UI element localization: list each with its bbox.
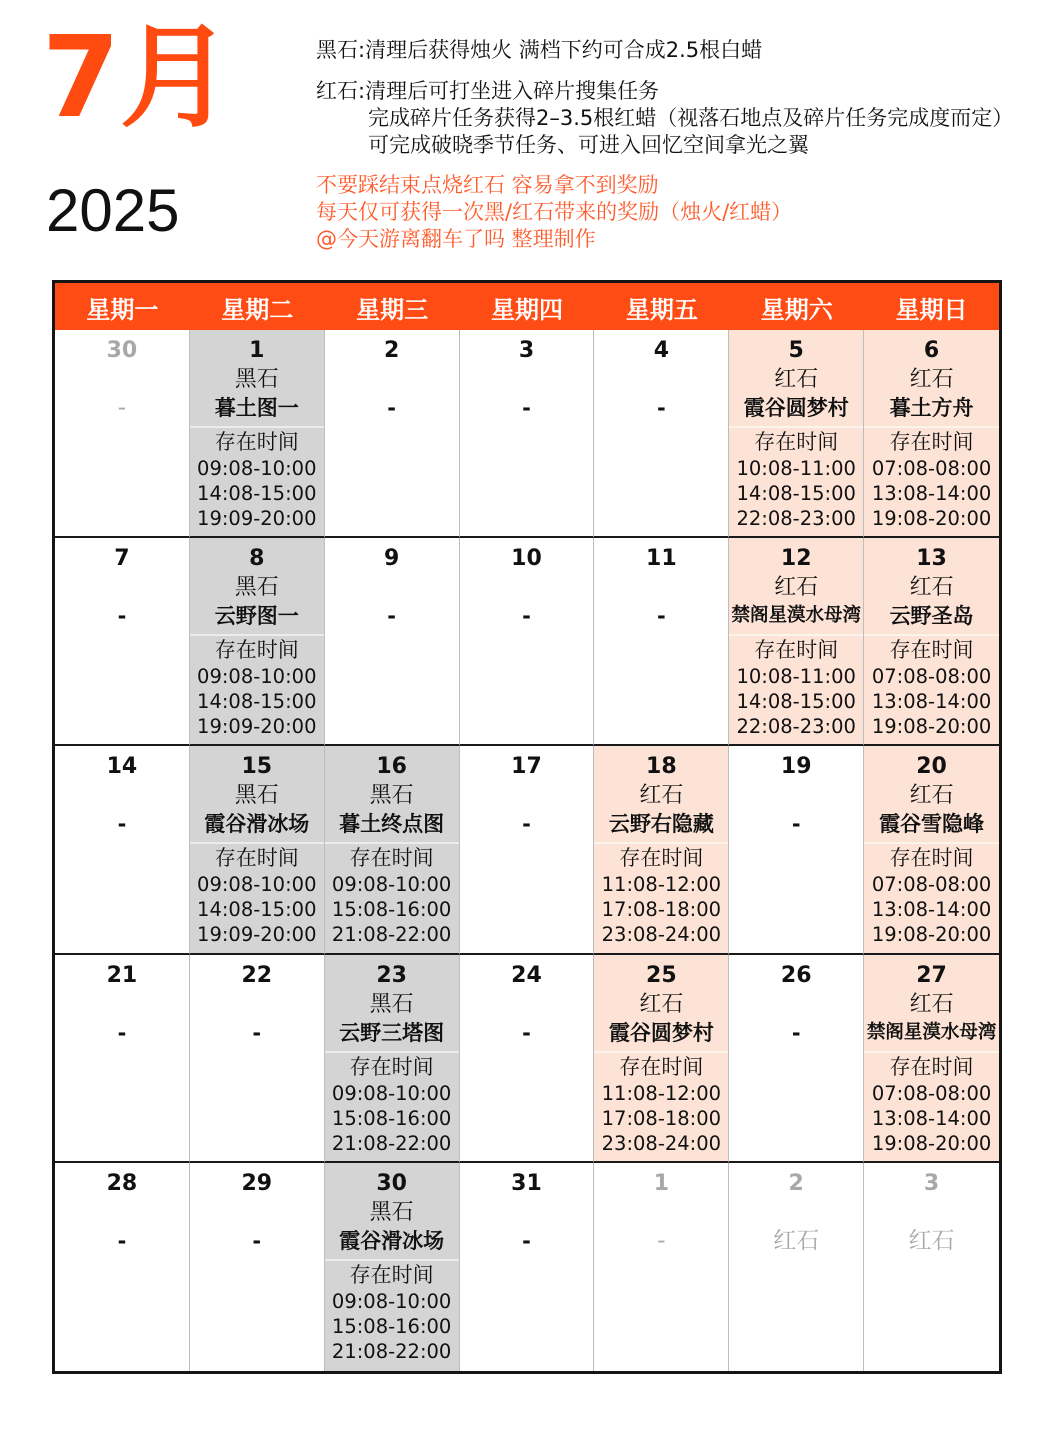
time-label: 存在时间 xyxy=(619,1054,704,1079)
time-slot: 23:08-24:00 xyxy=(601,923,722,947)
time-slot: 14:08-15:00 xyxy=(736,482,856,505)
time-slot: 14:08-15:00 xyxy=(197,482,317,505)
stone-location: 云野三塔图 xyxy=(339,1020,445,1045)
time-label: 存在时间 xyxy=(889,430,974,454)
time-slot: 21:08-22:00 xyxy=(331,1339,452,1363)
time-slot: 19:09-20:00 xyxy=(197,507,317,530)
time-slot: 19:08-20:00 xyxy=(871,507,992,530)
time-list xyxy=(864,872,999,947)
day-number: 30 xyxy=(376,1170,407,1196)
stone-location: 云野右隐藏 xyxy=(608,812,714,837)
day-cell xyxy=(594,1163,729,1371)
time-slot: 09:08-10:00 xyxy=(197,665,317,689)
day-cell xyxy=(729,1163,864,1371)
section-divider xyxy=(864,426,999,428)
stone-location: 云野图一 xyxy=(214,604,299,629)
weekday-header: 星期六 xyxy=(729,283,864,330)
day-cell xyxy=(864,1163,999,1371)
day-cell xyxy=(460,955,595,1163)
stone-type: 红石 xyxy=(909,991,954,1017)
red-stone-day-cell xyxy=(594,955,729,1163)
day-number: 18 xyxy=(646,754,677,780)
stone-type: 黑石 xyxy=(234,783,279,809)
red-stone-day-cell xyxy=(864,746,999,954)
day-number: 16 xyxy=(376,754,407,780)
time-slot: 09:08-10:00 xyxy=(331,1081,452,1105)
day-number: 2 xyxy=(788,1170,804,1196)
time-list xyxy=(594,1081,728,1156)
day-note: - xyxy=(387,604,396,629)
day-number: 20 xyxy=(916,754,947,780)
time-slot: 07:08-08:00 xyxy=(871,457,992,480)
time-list xyxy=(190,872,324,947)
day-number: 27 xyxy=(916,962,947,988)
day-number: 29 xyxy=(241,1170,273,1196)
time-slot: 09:08-10:00 xyxy=(197,873,317,897)
stone-type: 红石 xyxy=(909,783,954,809)
time-slot: 07:08-08:00 xyxy=(871,665,992,689)
day-note: 红石 xyxy=(773,1227,820,1254)
day-number: 9 xyxy=(383,546,400,572)
time-slot: 07:08-08:00 xyxy=(871,1081,992,1105)
section-divider xyxy=(325,1259,459,1261)
day-note: - xyxy=(656,396,666,420)
stone-location: 暮土图一 xyxy=(214,396,299,420)
stone-type: 红石 xyxy=(909,575,954,601)
day-cell xyxy=(460,330,595,538)
day-number: 26 xyxy=(780,962,812,988)
time-list xyxy=(729,664,863,739)
time-slot: 10:08-11:00 xyxy=(736,665,856,689)
black-stone-day-cell xyxy=(325,1163,460,1371)
time-list xyxy=(864,664,999,739)
stone-location: 霞谷圆梦村 xyxy=(743,396,849,420)
section-divider xyxy=(729,426,863,428)
weekday-header: 星期四 xyxy=(460,283,595,330)
section-divider xyxy=(864,634,999,636)
time-slot: 15:08-16:00 xyxy=(331,898,452,922)
time-list xyxy=(325,1081,459,1156)
day-cell xyxy=(325,538,460,746)
day-note: 红石 xyxy=(908,1227,955,1254)
stone-type: 黑石 xyxy=(234,367,279,392)
weekday-header: 星期一 xyxy=(55,283,190,330)
time-label: 存在时间 xyxy=(889,638,974,663)
day-number: 7 xyxy=(114,546,130,572)
calendar-grid xyxy=(52,280,1002,1374)
time-list xyxy=(325,872,459,947)
time-label: 存在时间 xyxy=(214,430,299,454)
weekday-header: 星期三 xyxy=(325,283,460,330)
day-note: - xyxy=(387,396,396,420)
stone-type: 黑石 xyxy=(369,991,414,1017)
day-note: - xyxy=(657,1227,666,1254)
time-slot: 10:08-11:00 xyxy=(736,457,856,480)
stone-type: 黑石 xyxy=(234,575,279,601)
time-label: 存在时间 xyxy=(619,846,704,871)
day-cell xyxy=(594,538,729,746)
weekday-header: 星期日 xyxy=(864,283,999,330)
section-divider xyxy=(864,842,999,844)
day-cell xyxy=(594,330,729,538)
day-number: 11 xyxy=(646,546,677,572)
stone-location: 禁阁星漠水母湾 xyxy=(866,1021,997,1043)
warning-note: 不要踩结束点烧红石 容易拿不到奖励 xyxy=(316,173,659,197)
day-cell xyxy=(460,746,595,954)
day-number: 1 xyxy=(249,338,265,363)
day-number: 10 xyxy=(511,546,542,572)
stone-type: 红石 xyxy=(774,367,819,392)
time-list xyxy=(864,456,999,531)
time-slot: 23:08-24:00 xyxy=(601,1131,722,1155)
red-stone-detail: 完成碎片任务获得2–3.5根红蜡（视落石地点及碎片任务完成度而定） xyxy=(368,106,1014,130)
time-slot: 17:08-18:00 xyxy=(601,898,722,922)
time-label: 存在时间 xyxy=(889,1054,974,1079)
day-cell xyxy=(55,746,190,954)
section-divider xyxy=(190,426,324,428)
red-stone-notes xyxy=(316,78,1013,159)
black-stone-notes xyxy=(316,37,762,64)
time-list xyxy=(864,1081,999,1156)
weekday-header: 星期五 xyxy=(594,283,729,330)
red-stone-day-cell xyxy=(729,538,864,746)
time-slot: 17:08-18:00 xyxy=(601,1106,722,1130)
stone-type: 黑石 xyxy=(369,1199,414,1225)
black-stone-note: 黑石:清理后获得烛火 满档下约可合成2.5根白蜡 xyxy=(316,38,763,62)
day-number: 17 xyxy=(511,754,542,780)
time-label: 存在时间 xyxy=(754,430,839,454)
day-note: - xyxy=(791,812,801,837)
day-note: - xyxy=(117,604,127,629)
time-list xyxy=(325,1289,459,1364)
black-stone-day-cell xyxy=(325,746,460,954)
day-note: - xyxy=(117,1228,127,1253)
stone-type: 红石 xyxy=(639,783,684,809)
time-list xyxy=(190,664,324,739)
stone-location: 暮土终点图 xyxy=(339,812,445,837)
time-list xyxy=(729,456,863,531)
day-note: - xyxy=(252,1228,262,1253)
section-divider xyxy=(729,634,863,636)
section-divider xyxy=(190,634,324,636)
day-number: 12 xyxy=(780,546,812,572)
stone-location: 霞谷圆梦村 xyxy=(608,1020,714,1045)
red-stone-detail: 可完成破晓季节任务、可进入回忆空间拿光之翼 xyxy=(368,133,809,157)
time-slot: 19:08-20:00 xyxy=(871,923,992,947)
section-divider xyxy=(594,1051,728,1053)
time-slot: 09:08-10:00 xyxy=(331,1289,452,1313)
day-number: 3 xyxy=(923,1170,940,1196)
day-number: 30 xyxy=(106,338,138,363)
time-label: 存在时间 xyxy=(349,1054,434,1079)
day-number: 8 xyxy=(249,546,265,572)
time-slot: 22:08-23:00 xyxy=(736,715,856,739)
time-label: 存在时间 xyxy=(214,846,299,871)
day-number: 13 xyxy=(916,546,947,572)
year-title: 2025 xyxy=(46,177,180,244)
day-note: - xyxy=(252,1020,262,1045)
stone-location: 霞谷雪隐峰 xyxy=(879,812,985,837)
day-cell xyxy=(729,746,864,954)
day-number: 3 xyxy=(518,338,535,363)
stone-location: 云野圣岛 xyxy=(889,604,974,629)
red-stone-day-cell xyxy=(594,746,729,954)
stone-type: 红石 xyxy=(639,991,684,1017)
day-cell xyxy=(55,1163,190,1371)
day-note: - xyxy=(117,812,127,837)
day-cell xyxy=(55,538,190,746)
time-slot: 21:08-22:00 xyxy=(331,1131,452,1155)
day-note: - xyxy=(522,396,531,420)
month-title: 7月 xyxy=(42,13,232,143)
time-slot: 15:08-16:00 xyxy=(331,1314,452,1338)
time-slot: 13:08-14:00 xyxy=(871,898,992,922)
time-slot: 14:08-15:00 xyxy=(736,690,856,714)
day-cell xyxy=(190,1163,325,1371)
time-label: 存在时间 xyxy=(889,846,974,871)
black-stone-day-cell xyxy=(190,746,325,954)
credit-note: @今天游离翻车了吗 整理制作 xyxy=(316,227,596,251)
time-slot: 14:08-15:00 xyxy=(197,690,317,714)
time-slot: 09:08-10:00 xyxy=(331,873,452,897)
day-number: 28 xyxy=(106,1170,138,1196)
day-number: 1 xyxy=(653,1170,669,1196)
time-label: 存在时间 xyxy=(349,846,434,871)
day-number: 19 xyxy=(780,754,812,780)
time-slot: 19:08-20:00 xyxy=(871,1131,992,1155)
day-number: 22 xyxy=(241,962,273,988)
day-note: - xyxy=(117,1020,127,1045)
day-number: 5 xyxy=(788,338,804,363)
section-divider xyxy=(325,842,459,844)
black-stone-day-cell xyxy=(325,955,460,1163)
time-slot: 11:08-12:00 xyxy=(601,873,722,897)
time-list xyxy=(190,456,324,531)
day-note: - xyxy=(522,1020,531,1045)
section-divider xyxy=(864,1051,999,1053)
time-slot: 15:08-16:00 xyxy=(331,1106,452,1130)
time-slot: 13:08-14:00 xyxy=(871,690,992,714)
time-list xyxy=(594,872,728,947)
day-number: 21 xyxy=(106,962,138,988)
time-label: 存在时间 xyxy=(214,638,299,663)
day-note: - xyxy=(656,604,666,629)
time-slot: 09:08-10:00 xyxy=(197,457,317,480)
day-number: 6 xyxy=(923,338,940,363)
red-stone-day-cell xyxy=(864,955,999,1163)
stone-location: 禁阁星漠水母湾 xyxy=(731,605,861,627)
section-divider xyxy=(190,842,324,844)
day-number: 2 xyxy=(383,338,400,363)
day-note: - xyxy=(522,604,531,629)
time-slot: 13:08-14:00 xyxy=(871,482,992,505)
stone-location: 暮土方舟 xyxy=(889,396,974,420)
black-stone-day-cell xyxy=(190,330,325,538)
day-note: - xyxy=(117,395,127,421)
time-slot: 07:08-08:00 xyxy=(871,873,992,897)
stone-type: 黑石 xyxy=(369,783,414,809)
day-number: 25 xyxy=(646,962,677,988)
day-number: 15 xyxy=(241,754,273,780)
day-cell xyxy=(729,955,864,1163)
time-label: 存在时间 xyxy=(754,638,839,663)
time-slot: 19:08-20:00 xyxy=(871,715,992,739)
day-cell xyxy=(55,955,190,1163)
stone-location: 霞谷滑冰场 xyxy=(204,812,310,837)
warning-notes xyxy=(316,172,792,253)
black-stone-day-cell xyxy=(190,538,325,746)
red-stone-day-cell xyxy=(729,330,864,538)
section-divider xyxy=(594,842,728,844)
day-number: 14 xyxy=(106,754,138,780)
time-slot: 19:09-20:00 xyxy=(197,715,317,739)
day-number: 31 xyxy=(511,1170,542,1196)
time-label: 存在时间 xyxy=(349,1262,434,1287)
time-slot: 19:09-20:00 xyxy=(197,923,317,947)
day-number: 4 xyxy=(653,338,669,363)
day-note: - xyxy=(522,812,531,837)
day-note: - xyxy=(522,1228,531,1253)
time-slot: 14:08-15:00 xyxy=(197,898,317,922)
day-number: 24 xyxy=(511,962,542,988)
day-cell xyxy=(460,538,595,746)
time-slot: 11:08-12:00 xyxy=(601,1081,722,1105)
time-slot: 13:08-14:00 xyxy=(871,1106,992,1130)
stone-type: 红石 xyxy=(774,575,819,601)
weekday-header: 星期二 xyxy=(190,283,325,330)
day-cell xyxy=(325,330,460,538)
time-slot: 21:08-22:00 xyxy=(331,923,452,947)
stone-type: 红石 xyxy=(909,367,954,392)
red-stone-note: 红石:清理后可打坐进入碎片搜集任务 xyxy=(316,79,660,103)
warning-note: 每天仅可获得一次黑/红石带来的奖励（烛火/红蜡） xyxy=(316,200,793,224)
red-stone-day-cell xyxy=(864,538,999,746)
red-stone-day-cell xyxy=(864,330,999,538)
day-cell xyxy=(55,330,190,538)
day-number: 23 xyxy=(376,962,407,988)
day-cell xyxy=(460,1163,595,1371)
day-cell xyxy=(190,955,325,1163)
section-divider xyxy=(325,1051,459,1053)
day-note: - xyxy=(791,1020,801,1045)
stone-location: 霞谷滑冰场 xyxy=(339,1228,445,1253)
time-slot: 22:08-23:00 xyxy=(736,507,856,530)
